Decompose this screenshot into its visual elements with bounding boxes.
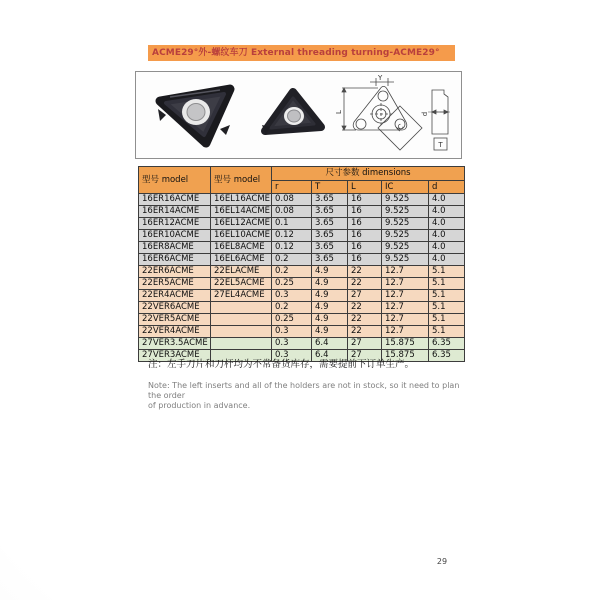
col-header-dimensions-group: 尺寸参数 dimensions bbox=[272, 167, 465, 181]
cell-model-right: 22ER6ACME bbox=[139, 266, 211, 278]
cell-model-left bbox=[211, 302, 272, 314]
table-row bbox=[139, 242, 465, 254]
cell-dim-l: 16 bbox=[348, 206, 382, 218]
cell-dim-d: 6.35 bbox=[429, 338, 465, 350]
cell-model-right: 16ER16ACME bbox=[139, 194, 211, 206]
cell-model-left bbox=[211, 338, 272, 350]
cell-dim-ic: 9.525 bbox=[382, 206, 429, 218]
cell-model-right: 16ER8ACME bbox=[139, 242, 211, 254]
table-row bbox=[139, 194, 465, 206]
cell-dim-d: 4.0 bbox=[429, 242, 465, 254]
cell-dim-t: 3.65 bbox=[312, 254, 348, 266]
section-title: ACME29°外-螺纹车刀 External threading turning-ACME29° bbox=[148, 45, 455, 61]
product-image-panel bbox=[135, 71, 462, 159]
cell-dim-t: 6.4 bbox=[312, 338, 348, 350]
cell-model-left: 16EL8ACME bbox=[211, 242, 272, 254]
dim-label-ic: IC bbox=[394, 122, 406, 134]
cell-dim-d: 4.0 bbox=[429, 206, 465, 218]
cell-dim-d: 4.0 bbox=[429, 254, 465, 266]
col-header-l: L bbox=[348, 181, 382, 194]
cell-dim-ic: 9.525 bbox=[382, 242, 429, 254]
table-row bbox=[139, 254, 465, 266]
col-header-model-right: 型号 model bbox=[139, 167, 211, 194]
cell-dim-l: 16 bbox=[348, 242, 382, 254]
table-row bbox=[139, 302, 465, 314]
cell-model-left: 22EL5ACME bbox=[211, 278, 272, 290]
cell-dim-r: 0.3 bbox=[272, 326, 312, 338]
cell-model-right: 22ER4ACME bbox=[139, 290, 211, 302]
cell-dim-r: 0.08 bbox=[272, 206, 312, 218]
cell-dim-d: 6.35 bbox=[429, 350, 465, 362]
table-row bbox=[139, 314, 465, 326]
cell-dim-l: 22 bbox=[348, 302, 382, 314]
cell-dim-d: 5.1 bbox=[429, 326, 465, 338]
table-row bbox=[139, 266, 465, 278]
note-english-line1: Note: The left inserts and all of the holders are not in stock, so it need to plan the order bbox=[148, 381, 460, 400]
cell-model-left: 16EL10ACME bbox=[211, 230, 272, 242]
cell-model-left bbox=[211, 326, 272, 338]
cell-model-right: 27VER3ACME bbox=[139, 350, 211, 362]
cell-model-right: 22ER5ACME bbox=[139, 278, 211, 290]
cell-dim-l: 22 bbox=[348, 326, 382, 338]
cell-dim-t: 4.9 bbox=[312, 290, 348, 302]
table-body bbox=[139, 194, 465, 362]
table-row bbox=[139, 218, 465, 230]
dim-label-d: d bbox=[421, 111, 429, 117]
dimensions-table bbox=[138, 166, 465, 362]
note-chinese: 注：左手刀片和刀杆均为不常备货库存，需要提前下订单生产。 bbox=[148, 359, 415, 370]
cell-dim-ic: 12.7 bbox=[382, 278, 429, 290]
cell-dim-r: 0.2 bbox=[272, 266, 312, 278]
page-number: 29 bbox=[436, 557, 448, 566]
cell-dim-t: 3.65 bbox=[312, 206, 348, 218]
cell-dim-r: 0.3 bbox=[272, 350, 312, 362]
cell-dim-t: 3.65 bbox=[312, 230, 348, 242]
dim-label-l: L bbox=[335, 110, 343, 114]
cell-model-left: 27EL4ACME bbox=[211, 290, 272, 302]
insert-photo-left bbox=[150, 79, 242, 151]
cell-dim-l: 22 bbox=[348, 278, 382, 290]
cell-dim-r: 0.3 bbox=[272, 338, 312, 350]
cell-dim-t: 4.9 bbox=[312, 302, 348, 314]
cell-dim-r: 0.12 bbox=[272, 242, 312, 254]
dim-label-t: T bbox=[438, 141, 443, 149]
cell-dim-t: 4.9 bbox=[312, 278, 348, 290]
cell-dim-t: 3.65 bbox=[312, 218, 348, 230]
cell-model-left bbox=[211, 314, 272, 326]
cell-dim-d: 5.1 bbox=[429, 266, 465, 278]
table-row bbox=[139, 326, 465, 338]
table-row bbox=[139, 230, 465, 242]
col-header-r: r bbox=[272, 181, 312, 194]
col-header-model-left: 型号 model bbox=[211, 167, 272, 194]
cell-model-left: 16EL12ACME bbox=[211, 218, 272, 230]
note-english-line2: of production in advance. bbox=[148, 401, 251, 410]
cell-dim-ic: 9.525 bbox=[382, 230, 429, 242]
col-header-t: T bbox=[312, 181, 348, 194]
cell-model-right: 22VER6ACME bbox=[139, 302, 211, 314]
dimensions-table-wrap bbox=[138, 166, 464, 362]
col-header-ic: IC bbox=[382, 181, 429, 194]
cell-dim-d: 4.0 bbox=[429, 218, 465, 230]
col-header-d: d bbox=[429, 181, 465, 194]
table-row bbox=[139, 290, 465, 302]
cell-model-right: 22VER4ACME bbox=[139, 326, 211, 338]
cell-model-right: 16ER14ACME bbox=[139, 206, 211, 218]
cell-dim-l: 16 bbox=[348, 194, 382, 206]
cell-dim-ic: 15.875 bbox=[382, 350, 429, 362]
cell-dim-r: 0.2 bbox=[272, 254, 312, 266]
cell-dim-d: 4.0 bbox=[429, 194, 465, 206]
cell-dim-ic: 12.7 bbox=[382, 266, 429, 278]
cell-dim-t: 4.9 bbox=[312, 314, 348, 326]
cell-dim-l: 22 bbox=[348, 314, 382, 326]
cell-model-right: 16ER12ACME bbox=[139, 218, 211, 230]
cell-dim-l: 22 bbox=[348, 266, 382, 278]
cell-dim-ic: 12.7 bbox=[382, 326, 429, 338]
table-row bbox=[139, 206, 465, 218]
cell-dim-ic: 12.7 bbox=[382, 302, 429, 314]
table-header-row-1 bbox=[139, 167, 465, 181]
cell-dim-r: 0.3 bbox=[272, 290, 312, 302]
cell-model-right: 16ER6ACME bbox=[139, 254, 211, 266]
cell-dim-r: 0.25 bbox=[272, 314, 312, 326]
cell-model-right: 27VER3.5ACME bbox=[139, 338, 211, 350]
cell-dim-t: 3.65 bbox=[312, 242, 348, 254]
cell-model-right: 16ER10ACME bbox=[139, 230, 211, 242]
table-row bbox=[139, 278, 465, 290]
cell-dim-r: 0.1 bbox=[272, 218, 312, 230]
cell-dim-d: 5.1 bbox=[429, 290, 465, 302]
cell-dim-t: 4.9 bbox=[312, 326, 348, 338]
note-english bbox=[148, 381, 468, 411]
cell-dim-r: 0.08 bbox=[272, 194, 312, 206]
cell-dim-l: 16 bbox=[348, 230, 382, 242]
cell-dim-l: 16 bbox=[348, 254, 382, 266]
insert-photo-right bbox=[252, 85, 332, 147]
cell-dim-r: 0.25 bbox=[272, 278, 312, 290]
dim-label-y: Y bbox=[378, 74, 383, 82]
cell-dim-r: 0.2 bbox=[272, 302, 312, 314]
cell-dim-ic: 9.525 bbox=[382, 254, 429, 266]
cell-model-left: 16EL16ACME bbox=[211, 194, 272, 206]
cell-dim-t: 6.4 bbox=[312, 350, 348, 362]
cell-dim-d: 5.1 bbox=[429, 302, 465, 314]
cell-dim-ic: 12.7 bbox=[382, 314, 429, 326]
cell-dim-d: 4.0 bbox=[429, 230, 465, 242]
cell-dim-d: 5.1 bbox=[429, 278, 465, 290]
cell-model-left: 16EL6ACME bbox=[211, 254, 272, 266]
cell-dim-l: 27 bbox=[348, 350, 382, 362]
cell-model-right: 22VER5ACME bbox=[139, 314, 211, 326]
cell-dim-ic: 12.7 bbox=[382, 290, 429, 302]
cell-dim-ic: 9.525 bbox=[382, 194, 429, 206]
cell-dim-t: 4.9 bbox=[312, 266, 348, 278]
cell-dim-l: 16 bbox=[348, 218, 382, 230]
cell-dim-r: 0.12 bbox=[272, 230, 312, 242]
cell-dim-t: 3.65 bbox=[312, 194, 348, 206]
cell-dim-l: 27 bbox=[348, 290, 382, 302]
cell-dim-d: 5.1 bbox=[429, 314, 465, 326]
cell-dim-ic: 9.525 bbox=[382, 218, 429, 230]
table-row bbox=[139, 338, 465, 350]
dimension-drawing bbox=[334, 74, 458, 156]
cell-dim-ic: 15.875 bbox=[382, 338, 429, 350]
cell-model-left: 22ELACME bbox=[211, 266, 272, 278]
cell-model-left: 16EL14ACME bbox=[211, 206, 272, 218]
cell-dim-l: 27 bbox=[348, 338, 382, 350]
